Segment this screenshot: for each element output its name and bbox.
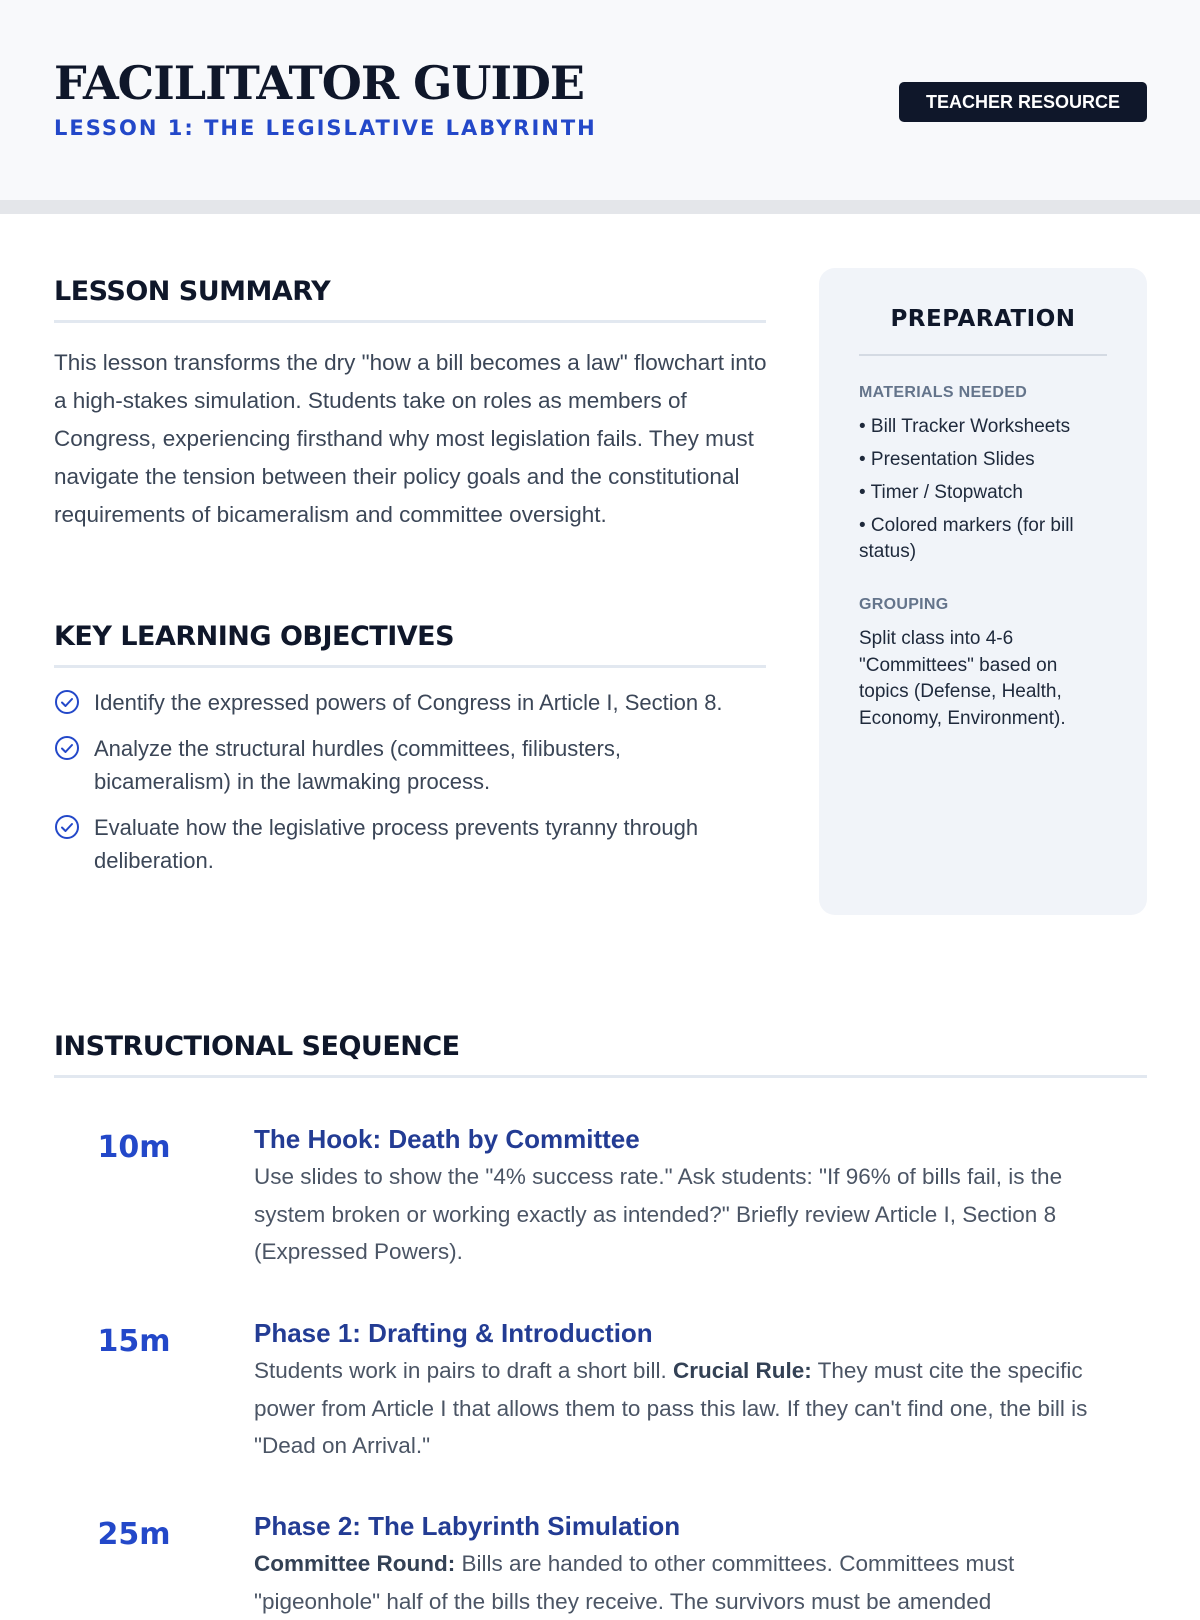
step-description: Students work in pairs to draft a short bill. Crucial Rule: They must cite the specific power from Article I that allows them to pass this law. If they can't find one, the bill is "Dead on Arrival." (254, 1358, 1088, 1458)
objective-text: Analyze the structural hurdles (committees, filibusters, bicameralism) in the lawmaking process. (94, 736, 621, 794)
objective-text: Identify the expressed powers of Congress in Article I, Section 8. (94, 690, 723, 715)
preparation-card (819, 268, 1147, 915)
objectives-divider (54, 665, 766, 668)
materials-label: MATERIALS NEEDED (859, 384, 1028, 401)
step-duration: 15m (97, 1324, 171, 1359)
objective-item (54, 811, 774, 877)
sequence-heading: INSTRUCTIONAL SEQUENCE (54, 1031, 460, 1062)
crucial-rule-label: Crucial Rule: (672, 1358, 812, 1383)
lesson-subtitle: LESSON 1: THE LEGISLATIVE LABYRINTH (54, 116, 597, 140)
step-description: Committee Round: Bills are handed to other committees. Committees must "pigeonhole" half of the bills they receive. The survivors must be amended (254, 1551, 1015, 1614)
check-circle-icon (54, 735, 80, 761)
lesson-summary-heading: LESSON SUMMARY (54, 276, 331, 307)
preparation-divider (859, 354, 1107, 356)
check-circle-icon (54, 689, 80, 715)
header-divider (0, 200, 1200, 214)
step-title: The Hook: Death by Committee (254, 1124, 640, 1154)
step-title: Phase 2: The Labyrinth Simulation (254, 1511, 681, 1541)
step-duration: 25m (97, 1517, 171, 1552)
material-item: • Timer / Stopwatch (859, 482, 1023, 503)
committee-round-label: Committee Round: (254, 1551, 456, 1576)
step-title: Phase 1: Drafting & Introduction (254, 1318, 653, 1348)
objective-text: Evaluate how the legislative process prevents tyranny through deliberation. (94, 815, 699, 873)
page-title: FACILITATOR GUIDE (54, 56, 584, 110)
materials-list (859, 414, 1119, 572)
grouping-text: Split class into 4-6 "Committees" based on topics (Defense, Health, Economy, Environment). (859, 628, 1066, 729)
teacher-resource-badge: TEACHER RESOURCE (899, 82, 1147, 122)
objective-item (54, 732, 774, 798)
step-duration: 10m (97, 1130, 171, 1165)
lesson-summary-text: This lesson transforms the dry "how a bill becomes a law" flowchart into a high-stakes simulation. Students take on roles as members of Congress, experiencing firsthand why most legislation fails. They must navigate the tension between their policy goals and the constitutional requirements of bicameralism and committee oversight. (54, 350, 767, 527)
check-circle-icon (54, 814, 80, 840)
objective-item (54, 686, 774, 719)
objectives-list (54, 686, 774, 890)
material-item: • Presentation Slides (859, 449, 1035, 470)
material-item: • Colored markers (for bill status) (859, 515, 1074, 562)
step-description: Use slides to show the "4% success rate." Ask students: "If 96% of bills fail, is the system broken or working exactly as intended?" Briefly review Article I, Section 8 (Expressed Powers). (254, 1164, 1063, 1264)
sequence-divider (54, 1075, 1147, 1078)
lesson-summary-divider (54, 320, 766, 323)
grouping-label: GROUPING (859, 596, 949, 613)
preparation-title: PREPARATION (890, 306, 1076, 332)
objectives-heading: KEY LEARNING OBJECTIVES (54, 621, 455, 652)
material-item: • Bill Tracker Worksheets (859, 416, 1071, 437)
page-header (0, 0, 1200, 200)
